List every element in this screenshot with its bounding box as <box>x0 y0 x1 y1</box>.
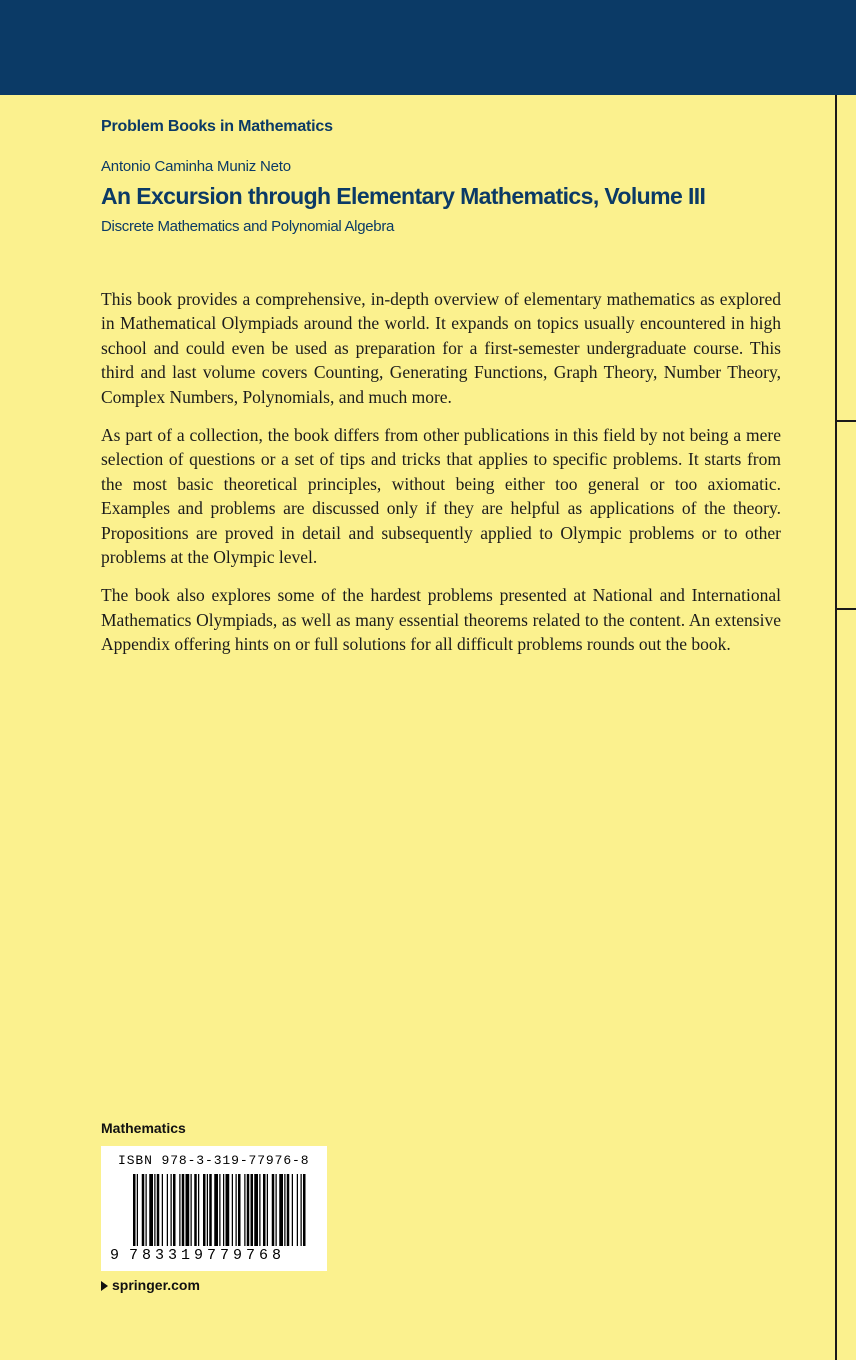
barcode-bar <box>198 1174 199 1246</box>
barcode-bar <box>226 1174 230 1246</box>
arrow-right-icon <box>101 1281 108 1291</box>
author-name: Antonio Caminha Muniz Neto <box>101 158 291 175</box>
barcode-bar <box>284 1174 285 1246</box>
ean-first-digit: 9 <box>110 1247 120 1264</box>
barcode-bar <box>207 1174 208 1246</box>
isbn-barcode <box>101 1146 327 1271</box>
barcode-bar <box>244 1174 245 1246</box>
barcode-bar <box>303 1174 306 1246</box>
spine-tick-mark <box>837 608 856 610</box>
barcode-bar <box>259 1174 260 1246</box>
barcode-bar <box>203 1174 206 1246</box>
barcode-bar <box>167 1174 168 1246</box>
publisher-website[interactable] <box>101 1277 200 1293</box>
barcode-bar <box>272 1174 275 1246</box>
barcode-bar <box>297 1174 298 1246</box>
barcode-bar <box>171 1174 172 1246</box>
description-paragraph: The book also explores some of the hardest problems presented at National and International Mathematics Olympiads, as well as many essential theorems related to the content. An extensive Appendix offering hints on or full solutions for all difficult problems rounds out the book. <box>101 585 781 655</box>
barcode-bar <box>194 1174 197 1246</box>
description <box>101 287 781 671</box>
barcode-bar <box>251 1174 254 1246</box>
description-paragraph: This book provides a comprehensive, in-depth overview of elementary mathematics as explored in Mathematical Olympiads around the world. It expands on topics usually encountered in high school and could even be used as preparation for a first-semester undergraduate course. This third and last volume covers Counting, Generating Functions, Graph Theory, Number Theory, Complex Numbers, Polynomials, and much more. <box>101 289 781 407</box>
barcode-bar <box>142 1174 145 1246</box>
ean-digits: 783319779768 <box>129 1247 286 1264</box>
barcode-bar <box>179 1174 180 1246</box>
barcode-bar <box>214 1174 218 1246</box>
barcode-bar <box>162 1174 163 1246</box>
barcode-bar <box>287 1174 290 1246</box>
barcode-bar <box>209 1174 212 1246</box>
barcode-bar <box>146 1174 147 1246</box>
barcode-bar <box>133 1174 136 1246</box>
spine-edge-line <box>835 95 837 1360</box>
barcode-bar <box>186 1174 190 1246</box>
barcode-bar <box>267 1174 268 1246</box>
barcode-bar <box>236 1174 237 1246</box>
website-text: springer.com <box>112 1277 200 1293</box>
barcode-bar <box>254 1174 258 1246</box>
barcode-bar <box>238 1174 241 1246</box>
barcode-bar <box>182 1174 185 1246</box>
description-paragraph: As part of a collection, the book differs from other publications in this field by not being a mere selection of questions or a set of tips and tricks that applies to specific problems. It starts from the most basic theoretical principles, without being either too general or too axiomatic. Examples and problems are discussed only if they are helpful as applications of the theory. Propositions are proved in detail and subsequently applied to Olympic problems or to other problems at the Olympic level. <box>101 425 781 568</box>
barcode-bar <box>154 1174 155 1246</box>
subject-category: Mathematics <box>101 1120 186 1136</box>
barcode-bar <box>247 1174 250 1246</box>
barcode-bar <box>157 1174 160 1246</box>
book-title: An Excursion through Elementary Mathematics, Volume III <box>101 183 706 209</box>
series-name: Problem Books in Mathematics <box>101 118 333 135</box>
isbn-number: ISBN 978-3-319-77976-8 <box>118 1153 310 1168</box>
barcode-bar <box>191 1174 192 1246</box>
barcode-bar <box>137 1174 138 1246</box>
spine-tick-mark <box>837 420 856 422</box>
barcode-bar <box>276 1174 277 1246</box>
barcode-bar <box>292 1174 293 1246</box>
barcode-bar <box>263 1174 266 1246</box>
barcode-bar <box>223 1174 224 1246</box>
barcode-bar <box>173 1174 176 1246</box>
barcode-bar <box>301 1174 302 1246</box>
barcode-bar <box>149 1174 153 1246</box>
top-color-band <box>0 0 856 95</box>
book-subtitle: Discrete Mathematics and Polynomial Algebra <box>101 218 395 235</box>
barcode-bar <box>279 1174 283 1246</box>
barcode-bar <box>219 1174 220 1246</box>
barcode-bar <box>232 1174 233 1246</box>
